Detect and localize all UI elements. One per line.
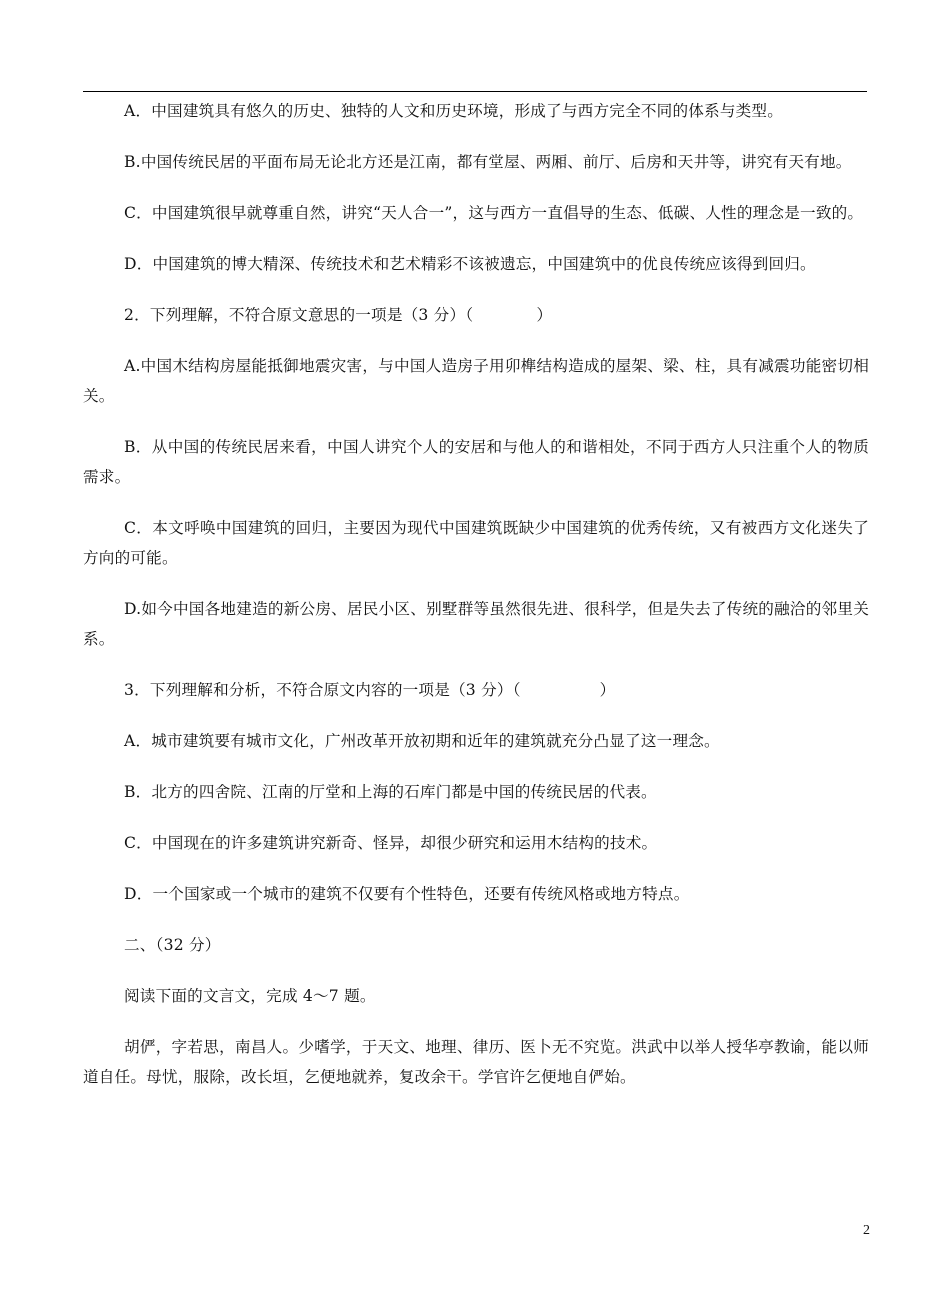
option-d-q1: D．中国建筑的博大精深、传统技术和艺术精彩不该被遗忘，中国建筑中的优良传统应该得到回归。 [124,255,816,273]
option-c-q2: C．本文呼唤中国建筑的回归，主要因为现代中国建筑既缺少中国建筑的优秀传统，又有被西方文化迷失了方向的可能。 [83,519,869,567]
option-b-q3: B．北方的四舍院、江南的厅堂和上海的石库门都是中国的传统民居的代表。 [124,783,657,801]
reading-instruction: 阅读下面的文言文，完成 4～7 题。 [124,987,376,1005]
section-heading: 二、（32 分） [124,936,221,954]
classical-passage: 胡俨，字若思，南昌人。少嗜学，于天文、地理、律历、医卜无不究览。洪武中以举人授华亭教谕，能以师道自任。母忧，服除，改长垣，乞便地就养，复改余干。学官许乞便地自俨始。 [83,1038,869,1086]
option-b-q1: B.中国传统民居的平面布局无论北方还是江南，都有堂屋、两厢、前厅、后房和天井等，讲究有天有地。 [124,153,852,171]
page-content [83,96,869,1092]
option-d-q3: D．一个国家或一个城市的建筑不仅要有个性特色，还要有传统风格或地方特点。 [124,885,690,903]
page-number: 2 [863,1223,870,1238]
header-rule [83,91,867,92]
question-2: 2．下列理解，不符合原文意思的一项是（3 分）（ ） [124,306,553,324]
option-a-q1: A．中国建筑具有悠久的历史、独特的人文和历史环境，形成了与西方完全不同的体系与类型。 [124,102,784,120]
option-b-q2: B．从中国的传统民居来看，中国人讲究个人的安居和与他人的和谐相处，不同于西方人只注重个人的物质需求。 [83,438,869,486]
option-c-q3: C．中国现在的许多建筑讲究新奇、怪异，却很少研究和运用木结构的技术。 [124,834,658,852]
option-a-q2: A.中国木结构房屋能抵御地震灾害，与中国人造房子用卯榫结构造成的屋架、梁、柱，具有减震功能密切相关。 [83,357,869,405]
question-3: 3．下列理解和分析，不符合原文内容的一项是（3 分）（ ） [124,681,616,699]
option-a-q3: A．城市建筑要有城市文化，广州改革开放初期和近年的建筑就充分凸显了这一理念。 [124,732,720,750]
option-c-q1: C．中国建筑很早就尊重自然，讲究“天人合一”，这与西方一直倡导的生态、低碳、人性的理念是一致的。 [124,204,864,222]
option-d-q2: D.如今中国各地建造的新公房、居民小区、别墅群等虽然很先进、很科学，但是失去了传统的融洽的邻里关系。 [83,600,869,648]
